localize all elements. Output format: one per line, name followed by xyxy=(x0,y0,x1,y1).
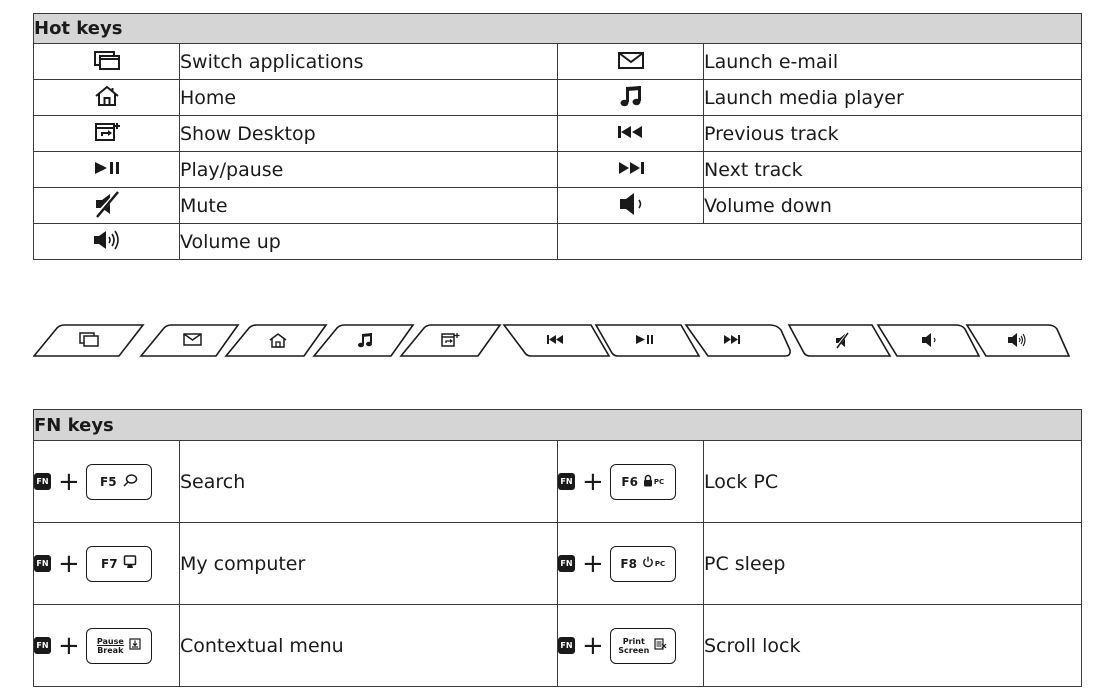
key-label-stack xyxy=(97,637,124,655)
key-combo xyxy=(34,441,180,523)
key-combo xyxy=(34,523,180,605)
hotkey-label: Launch e-mail xyxy=(704,44,1082,80)
keyboard-function-row xyxy=(33,322,1073,358)
hot-keys-title: Hot keys xyxy=(34,14,1082,44)
hotkey-label: Home xyxy=(180,80,558,116)
next-track-icon xyxy=(616,160,646,180)
key-label: F7 xyxy=(101,556,118,571)
plus-sign: + xyxy=(582,548,604,579)
key-label-stack xyxy=(618,637,649,655)
table-row xyxy=(34,80,1082,116)
key-combo xyxy=(558,605,704,687)
computer-icon xyxy=(123,555,137,572)
fn-badge: FN xyxy=(558,473,575,490)
music-note-icon xyxy=(358,333,372,347)
switch-applications-icon xyxy=(93,50,121,74)
volume-up-icon xyxy=(1008,333,1025,347)
home-icon xyxy=(270,334,286,347)
cell-icon xyxy=(34,116,180,152)
cell-icon xyxy=(558,80,704,116)
key-combo xyxy=(558,441,704,523)
music-note-icon xyxy=(618,84,644,112)
function-key xyxy=(610,546,676,582)
previous-track-icon xyxy=(616,124,646,144)
power-icon xyxy=(642,556,654,571)
key-label-line2: Break xyxy=(97,645,124,655)
cell-icon xyxy=(558,44,704,80)
table-row xyxy=(34,224,1082,260)
function-key xyxy=(86,546,152,582)
function-key xyxy=(610,464,676,500)
plus-sign: + xyxy=(58,548,80,579)
plus-sign: + xyxy=(582,630,604,661)
hotkey-label: Previous track xyxy=(704,116,1082,152)
plus-sign: + xyxy=(58,466,80,497)
hotkey-label: Switch applications xyxy=(180,44,558,80)
volume-down-icon xyxy=(922,333,935,347)
cell-icon xyxy=(34,80,180,116)
fn-label: Contextual menu xyxy=(180,605,558,687)
cell-icon xyxy=(558,116,704,152)
cell-icon xyxy=(34,188,180,224)
show-desktop-icon xyxy=(93,121,121,147)
show-desktop-icon xyxy=(442,333,460,346)
empty-cell xyxy=(558,224,1082,260)
fn-label: Search xyxy=(180,441,558,523)
hotkey-label: Play/pause xyxy=(180,152,558,188)
function-key xyxy=(86,464,152,500)
play-pause-icon xyxy=(92,160,122,180)
key-label-line2: Screen xyxy=(618,645,650,655)
key-label-line1: Print xyxy=(622,636,645,646)
key-label: F6 xyxy=(621,474,638,489)
key-label: F8 xyxy=(620,556,637,571)
cell-icon xyxy=(34,152,180,188)
play-pause-icon xyxy=(636,335,653,344)
table-row xyxy=(34,44,1082,80)
hotkey-label: Next track xyxy=(704,152,1082,188)
cell-icon xyxy=(558,152,704,188)
table-row xyxy=(34,523,1082,605)
key-combo xyxy=(558,523,704,605)
key-suffix: PC xyxy=(653,477,665,486)
cell-icon xyxy=(34,44,180,80)
email-icon xyxy=(617,50,645,74)
print-screen-key xyxy=(610,628,676,664)
key-outline xyxy=(967,325,1069,356)
lock-icon xyxy=(643,474,653,490)
key-outline xyxy=(226,325,326,356)
cell-icon xyxy=(558,188,704,224)
hotkey-label: Mute xyxy=(180,188,558,224)
next-track-icon xyxy=(724,335,740,344)
fn-badge: FN xyxy=(558,637,575,654)
fn-badge: FN xyxy=(34,637,51,654)
hot-keys-table xyxy=(33,13,1082,260)
mute-icon xyxy=(836,333,848,348)
volume-down-icon xyxy=(616,190,646,222)
fn-keys-title: FN keys xyxy=(34,410,1082,441)
context-menu-icon xyxy=(129,638,141,653)
search-icon xyxy=(122,473,138,490)
home-icon xyxy=(94,85,120,111)
plus-sign: + xyxy=(58,630,80,661)
hotkey-label: Volume down xyxy=(704,188,1082,224)
mute-icon xyxy=(92,189,122,223)
key-outline xyxy=(141,325,238,356)
hotkey-label: Launch media player xyxy=(704,80,1082,116)
table-row xyxy=(34,152,1082,188)
table-row xyxy=(34,441,1082,523)
email-icon xyxy=(184,334,201,345)
plus-sign: + xyxy=(582,466,604,497)
fn-badge: FN xyxy=(34,473,51,490)
key-label-line1: Pause xyxy=(96,636,124,646)
table-row xyxy=(34,605,1082,687)
key-combo xyxy=(34,605,180,687)
fn-badge: FN xyxy=(34,555,51,572)
table-row xyxy=(34,188,1082,224)
pause-break-key xyxy=(86,628,152,664)
fn-badge: FN xyxy=(558,555,575,572)
volume-up-icon xyxy=(91,228,123,256)
key-label: F5 xyxy=(100,474,117,489)
switch-applications-icon xyxy=(80,333,98,346)
previous-track-icon xyxy=(547,335,563,344)
table-row xyxy=(34,116,1082,152)
scroll-lock-icon xyxy=(654,638,667,653)
key-outline xyxy=(504,325,609,356)
hotkey-label: Volume up xyxy=(180,224,558,260)
key-suffix: PC xyxy=(654,559,666,568)
hotkey-label: Show Desktop xyxy=(180,116,558,152)
fn-label: PC sleep xyxy=(704,523,1082,605)
fn-label: My computer xyxy=(180,523,558,605)
fn-keys-table xyxy=(33,409,1082,687)
fn-label: Lock PC xyxy=(704,441,1082,523)
fn-label: Scroll lock xyxy=(704,605,1082,687)
cell-icon xyxy=(34,224,180,260)
